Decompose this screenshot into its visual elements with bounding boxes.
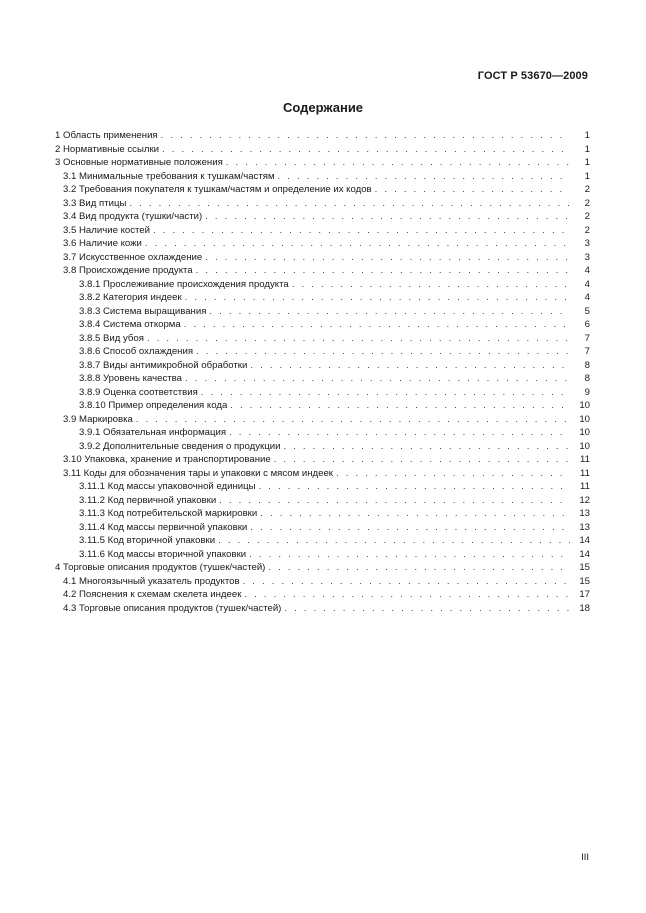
toc-entry-label: 3.8.10 Пример определения кода — [79, 399, 230, 413]
toc-entry-label: 3.8.4 Система откорма — [79, 318, 184, 332]
toc-leader-dots — [147, 332, 570, 346]
toc-leader-dots — [249, 548, 570, 562]
toc-entry-label: 2 Нормативные ссылки — [55, 143, 162, 157]
toc-entry-label: 4.3 Торговые описания продуктов (тушек/частей) — [63, 602, 284, 616]
toc-entry[interactable] — [55, 372, 590, 386]
toc-leader-dots — [184, 318, 570, 332]
toc-entry-label: 3.11 Коды для обозначения тары и упаковки с мясом индеек — [63, 467, 336, 481]
toc-leader-dots — [196, 264, 570, 278]
toc-entry-label: 3.8.7 Виды антимикробной обработки — [79, 359, 250, 373]
toc-entry[interactable] — [55, 332, 590, 346]
toc-entry-label: 3.8.2 Категория индеек — [79, 291, 185, 305]
toc-leader-dots — [185, 372, 570, 386]
toc-entry[interactable] — [55, 251, 590, 265]
toc-leader-dots — [278, 170, 570, 184]
toc-entry-label: 3.3 Вид птицы — [63, 197, 129, 211]
toc-entry-label: 3.8.8 Уровень качества — [79, 372, 185, 386]
toc-entry-label: 3.7 Искусственное охлаждение — [63, 251, 205, 265]
toc-entry-label: 3.2 Требования покупателя к тушкам/частям и определение их кодов — [63, 183, 375, 197]
toc-entry[interactable] — [55, 345, 590, 359]
toc-entry-label: 3.11.3 Код потребительской маркировки — [79, 507, 260, 521]
toc-entry-page: 7 — [584, 346, 590, 357]
toc-entry[interactable] — [55, 156, 590, 170]
toc-entry-page: 13 — [579, 521, 590, 533]
page-title: Содержание — [282, 100, 364, 115]
toc-leader-dots — [250, 521, 570, 535]
toc-leader-dots — [219, 494, 570, 508]
toc-leader-dots — [162, 143, 570, 157]
toc-leader-dots — [201, 386, 570, 400]
table-of-contents — [55, 129, 590, 615]
toc-entry[interactable] — [55, 318, 590, 332]
toc-entry-page: 3 — [584, 251, 590, 263]
toc-entry-page: 3 — [584, 238, 590, 249]
toc-entry-page: 11 — [580, 467, 590, 479]
toc-entry-label: 3.11.2 Код первичной упаковки — [79, 494, 219, 508]
toc-leader-dots — [229, 426, 570, 440]
toc-leader-dots — [274, 453, 570, 467]
toc-entry-page: 18 — [579, 602, 590, 614]
toc-entry-label: 3.9.1 Обязательная информация — [79, 426, 229, 440]
toc-entry[interactable] — [55, 413, 590, 427]
toc-entry-label: 3.1 Минимальные требования к тушкам/частям — [63, 170, 278, 184]
toc-entry-page: 14 — [579, 548, 590, 560]
toc-entry[interactable] — [55, 224, 590, 238]
toc-entry-page: 1 — [584, 130, 590, 141]
toc-entry[interactable] — [55, 561, 590, 575]
toc-entry-page: 17 — [579, 589, 590, 600]
document-code: ГОСТ Р 53670—2009 — [477, 70, 588, 82]
toc-entry[interactable] — [55, 453, 590, 467]
toc-entry-page: 2 — [584, 224, 590, 236]
toc-leader-dots — [244, 588, 570, 602]
toc-leader-dots — [205, 210, 570, 224]
toc-entry[interactable] — [55, 534, 590, 548]
toc-entry-label: 3.8.5 Вид убоя — [79, 332, 147, 346]
toc-entry[interactable] — [55, 278, 590, 292]
toc-entry[interactable] — [55, 602, 590, 616]
toc-entry-page: 7 — [584, 332, 590, 344]
toc-entry-label: 3.11.4 Код массы первичной упаковки — [79, 521, 250, 535]
toc-entry-label: 4.1 Многоязычный указатель продуктов — [63, 575, 243, 589]
toc-entry-label: 3.9.2 Дополнительные сведения о продукции — [79, 440, 283, 454]
toc-entry[interactable] — [55, 440, 590, 454]
toc-entry-page: 11 — [580, 454, 590, 465]
toc-entry[interactable] — [55, 183, 590, 197]
toc-entry-page: 2 — [584, 211, 590, 222]
toc-leader-dots — [283, 440, 570, 454]
toc-entry-label: 3 Основные нормативные положения — [55, 156, 226, 170]
toc-entry-page: 10 — [579, 440, 590, 452]
toc-entry-label: 3.8.1 Прослеживание происхождения продукта — [79, 278, 292, 292]
toc-leader-dots — [205, 251, 570, 265]
toc-entry-label: 3.11.1 Код массы упаковочной единицы — [79, 480, 259, 494]
toc-entry[interactable] — [55, 359, 590, 373]
toc-entry[interactable] — [55, 467, 590, 481]
toc-entry-page: 15 — [579, 575, 590, 587]
toc-entry[interactable] — [55, 548, 590, 562]
toc-leader-dots — [129, 197, 570, 211]
toc-entry[interactable] — [55, 291, 590, 305]
toc-leader-dots — [209, 305, 570, 319]
toc-leader-dots — [145, 237, 570, 251]
toc-entry-label: 3.10 Упаковка, хранение и транспортирование — [63, 453, 274, 467]
toc-leader-dots — [284, 602, 570, 616]
toc-entry[interactable] — [55, 575, 590, 589]
toc-entry[interactable] — [55, 237, 590, 251]
toc-leader-dots — [336, 467, 570, 481]
toc-entry-page: 10 — [579, 400, 590, 411]
toc-entry-page: 9 — [584, 386, 590, 398]
toc-entry[interactable] — [55, 507, 590, 521]
toc-entry-label: 3.4 Вид продукта (тушки/части) — [63, 210, 205, 224]
toc-entry-label: 3.8.9 Оценка соответствия — [79, 386, 201, 400]
toc-entry-page: 11 — [580, 481, 590, 492]
toc-entry[interactable] — [55, 494, 590, 508]
toc-entry-page: 8 — [584, 373, 590, 384]
toc-entry[interactable] — [55, 426, 590, 440]
toc-leader-dots — [268, 561, 570, 575]
toc-entry-label: 1 Область применения — [55, 129, 161, 143]
toc-entry-page: 10 — [579, 413, 590, 425]
toc-entry-label: 4 Торговые описания продуктов (тушек/частей) — [55, 561, 268, 575]
toc-entry-page: 4 — [584, 278, 590, 290]
toc-entry[interactable] — [55, 305, 590, 319]
toc-entry-label: 3.6 Наличие кожи — [63, 237, 145, 251]
toc-leader-dots — [243, 575, 570, 589]
toc-leader-dots — [153, 224, 570, 238]
toc-entry-page: 15 — [579, 562, 590, 573]
toc-entry-page: 4 — [584, 265, 590, 276]
toc-entry[interactable] — [55, 480, 590, 494]
toc-leader-dots — [161, 129, 570, 143]
toc-entry-label: 3.8.6 Способ охлаждения — [79, 345, 196, 359]
toc-entry[interactable] — [55, 386, 590, 400]
toc-leader-dots — [292, 278, 570, 292]
toc-leader-dots — [218, 534, 570, 548]
toc-entry-label: 4.2 Пояснения к схемам скелета индеек — [63, 588, 244, 602]
toc-entry[interactable] — [55, 588, 590, 602]
toc-leader-dots — [375, 183, 570, 197]
toc-entry-page: 13 — [579, 508, 590, 519]
toc-entry[interactable] — [55, 399, 590, 413]
toc-entry[interactable] — [55, 129, 590, 143]
toc-leader-dots — [250, 359, 570, 373]
toc-entry-label: 3.8.3 Система выращивания — [79, 305, 209, 319]
toc-entry-page: 2 — [584, 184, 590, 195]
toc-entry[interactable] — [55, 170, 590, 184]
toc-entry-page: 5 — [584, 305, 590, 317]
toc-entry-label: 3.8 Происхождение продукта — [63, 264, 196, 278]
toc-entry-page: 1 — [584, 143, 590, 155]
toc-entry-label: 3.9 Маркировка — [63, 413, 136, 427]
toc-entry[interactable] — [55, 143, 590, 157]
toc-entry[interactable] — [55, 264, 590, 278]
toc-entry[interactable] — [55, 521, 590, 535]
toc-entry-page: 1 — [584, 157, 590, 168]
toc-entry-label: 3.5 Наличие костей — [63, 224, 153, 238]
toc-entry-page: 6 — [584, 319, 590, 330]
page-number: III — [581, 852, 589, 863]
toc-entry-page: 12 — [579, 494, 590, 506]
toc-leader-dots — [260, 507, 570, 521]
toc-leader-dots — [259, 480, 570, 494]
toc-leader-dots — [230, 399, 570, 413]
toc-entry-page: 14 — [579, 535, 590, 546]
toc-entry-page: 2 — [584, 197, 590, 209]
toc-entry[interactable] — [55, 197, 590, 211]
toc-leader-dots — [226, 156, 570, 170]
toc-entry-label: 3.11.6 Код массы вторичной упаковки — [79, 548, 249, 562]
toc-leader-dots — [196, 345, 570, 359]
toc-entry-label: 3.11.5 Код вторичной упаковки — [79, 534, 218, 548]
toc-leader-dots — [136, 413, 570, 427]
toc-entry-page: 8 — [584, 359, 590, 371]
toc-entry-page: 10 — [579, 427, 590, 438]
toc-leader-dots — [185, 291, 570, 305]
toc-entry-page: 4 — [584, 292, 590, 303]
toc-entry[interactable] — [55, 210, 590, 224]
toc-entry-page: 1 — [584, 170, 590, 182]
